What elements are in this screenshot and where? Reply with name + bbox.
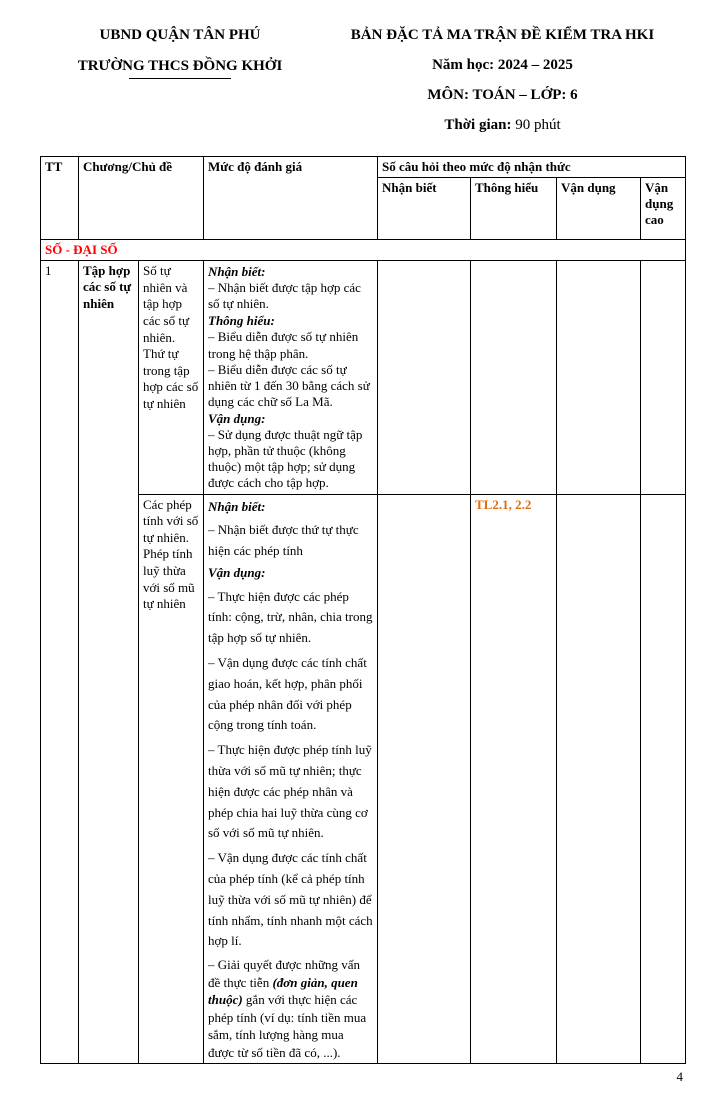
subject-line: MÔN: TOÁN – LỚP: 6 <box>427 87 578 103</box>
document-header <box>40 26 685 146</box>
subtopic-cell: Số tự nhiên và tập hợp các số tự nhiên. Thứ tự trong tập hợp các số tự nhiên <box>139 261 204 495</box>
level-heading-van-dung: Vận dụng: <box>208 410 266 426</box>
org-name: UBND QUẬN TÂN PHÚ <box>99 27 261 43</box>
school-name: TRƯỜNG THCS ĐỒNG KHỞI <box>77 58 283 74</box>
criteria-item: – Nhận biết được tập hợp các số tự nhiên. <box>208 280 361 312</box>
duration-value: 90 phút <box>515 117 561 133</box>
table-row <box>41 261 686 495</box>
count-van-dung-cell <box>557 261 641 495</box>
criteria-item: – Thực hiện được các phép tính: cộng, trừ, nhân, chia trong tập hợp số tự nhiên. <box>208 588 373 646</box>
page-number: 4 <box>676 1069 683 1085</box>
count-van-dung-cao-cell <box>641 261 686 495</box>
count-nhan-biet-cell <box>378 261 471 495</box>
level-heading-thong-hieu: Thông hiểu: <box>208 313 275 329</box>
criteria-item: – Biểu diễn được các số tự nhiên từ 1 đến 30 bằng cách sử dụng các chữ số La Mã. <box>208 361 370 409</box>
col-header-thong-hieu: Thông hiểu <box>471 178 557 240</box>
school-year: Năm học: 2024 – 2025 <box>432 57 573 73</box>
criteria-item: – Nhận biết được thứ tự thực hiện các phép tính <box>208 521 359 558</box>
duration-line <box>320 116 685 134</box>
col-header-assessment: Mức độ đánh giá <box>204 157 378 240</box>
criteria-item: – Biểu diễn được số tự nhiên trong hệ thập phân. <box>208 329 359 361</box>
section-title: SỐ - ĐẠI SỐ <box>41 240 686 261</box>
section-row <box>41 240 686 261</box>
topic-cell: Tập hợp các số tự nhiên <box>79 261 139 1064</box>
spec-matrix-table <box>40 156 686 1064</box>
duration-label: Thời gian: <box>444 117 512 133</box>
count-thong-hieu-cell <box>471 261 557 495</box>
table-header-row-top <box>41 157 686 178</box>
school-name-underline <box>129 78 231 79</box>
col-header-question-group: Số câu hỏi theo mức độ nhận thức <box>378 157 686 178</box>
criteria-text-part: – Giải quyết được những vấn đề thực tiễn <box>208 957 361 990</box>
count-van-dung-cao-cell <box>641 494 686 1064</box>
count-nhan-biet-cell <box>378 494 471 1064</box>
col-header-tt: TT <box>41 157 79 240</box>
level-heading-nhan-biet: Nhận biết: <box>208 498 266 514</box>
count-van-dung-cell <box>557 494 641 1064</box>
criteria-text-part: gắn với thực hiện các phép tính (ví dụ: tính tiền mua sắm, tính lượng hàng mua được từ số tiền đã có, ...). <box>208 992 367 1060</box>
criteria-item <box>208 956 373 1061</box>
level-heading-van-dung: Vận dụng: <box>208 565 266 581</box>
header-left-column <box>40 26 320 79</box>
row-number-cell: 1 <box>41 261 79 1064</box>
assessment-content-cell <box>204 494 378 1064</box>
criteria-item: – Vận dụng được các tính chất của phép tính (kể cả phép tính luỹ thừa với số mũ tự nhiên) để tính nhẩm, tính nhanh một cách hợp lí. <box>208 850 373 949</box>
col-header-chapter: Chương/Chủ đề <box>79 157 204 240</box>
col-header-van-dung-cao: Vận dụng cao <box>641 178 686 240</box>
col-header-nhan-biet: Nhận biết <box>378 178 471 240</box>
count-thong-hieu-cell: TL2.1, 2.2 <box>471 494 557 1064</box>
criteria-item: – Sử dụng được thuật ngữ tập hợp, phần tử thuộc (không thuộc) một tập hợp; sử dụng được cách cho tập hợp. <box>208 427 363 491</box>
header-right-column <box>320 26 685 146</box>
col-header-van-dung: Vận dụng <box>557 178 641 240</box>
criteria-text-emphasis: (đơn giản, quen thuộc) <box>208 974 358 1008</box>
criteria-item: – Thực hiện được phép tính luỹ thừa với số mũ tự nhiên; thực hiện được các phép nhân và phép chia hai luỹ thừa cùng cơ số với số mũ tự nhiên. <box>208 742 372 841</box>
assessment-content-cell <box>204 261 378 495</box>
doc-title: BẢN ĐẶC TẢ MA TRẬN ĐỀ KIỂM TRA HKI <box>350 27 655 43</box>
criteria-item: – Vận dụng được các tính chất giao hoán, kết hợp, phân phối của phép nhân đối với phép cộng trong tính toán. <box>208 655 367 733</box>
subtopic-cell: Các phép tính với số tự nhiên. Phép tính luỹ thừa với số mũ tự nhiên <box>139 494 204 1064</box>
level-heading-nhan-biet: Nhận biết: <box>208 264 266 279</box>
